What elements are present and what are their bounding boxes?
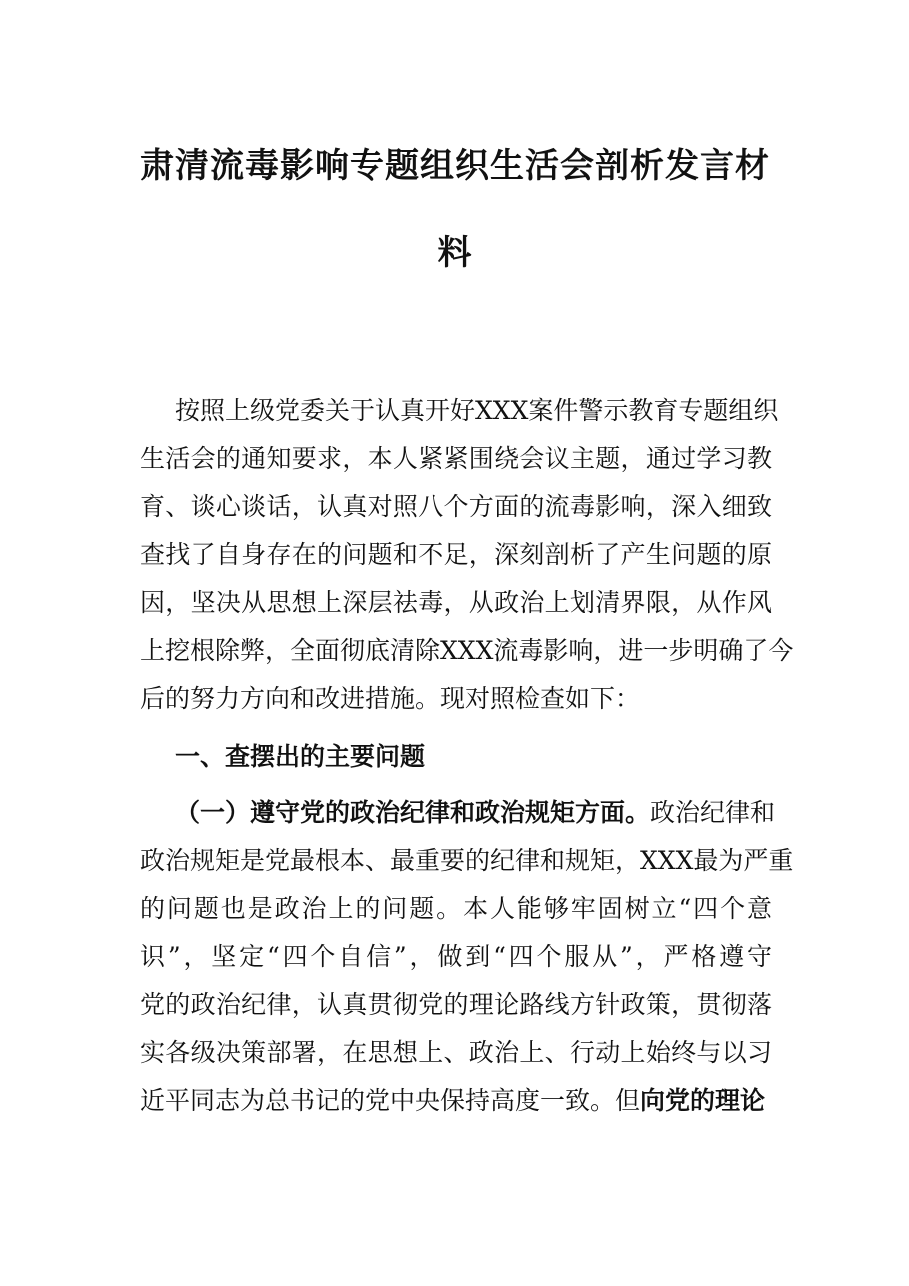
document-title-line-2: 料 xyxy=(437,233,473,273)
document-title-line-1: 肃清流毒影响专题组织生活会剖析发言材 xyxy=(140,146,770,186)
intro-line-7: 后的努力方向和改进措施。现对照检查如下： xyxy=(140,684,641,713)
intro-line-3: 育、谈心谈话，认真对照八个方面的流毒影响，深入细致 xyxy=(140,492,772,521)
body-line-1: 政治规矩是党最根本、最重要的纪律和规矩，XXX最为严重 xyxy=(140,846,794,875)
body-line-6-text: 近平同志为总书记的党中央保持高度一致。但 xyxy=(140,1086,641,1115)
intro-line-1: 按照上级党委关于认真开好XXX案件警示教育专题组织 xyxy=(175,396,779,425)
intro-line-4: 查找了自身存在的问题和不足，深刻剖析了产生问题的原 xyxy=(140,540,772,569)
body-line-5: 实各级决策部署，在思想上、政治上、行动上始终与以习 xyxy=(140,1038,772,1067)
body-line-2: 的问题也是政治上的问题。本人能够牢固树立“四个意 xyxy=(140,894,772,923)
section-heading: 一、查摆出的主要问题 xyxy=(175,742,426,771)
body-line-6 xyxy=(140,1086,772,1116)
sub-heading-tail: 政治纪律和 xyxy=(650,798,776,827)
body-line-3: 识”，坚定“四个自信”，做到“四个服从”，严格遵守 xyxy=(140,942,772,971)
sub-heading: （一）遵守党的政治纪律和政治规矩方面。 xyxy=(175,798,651,827)
intro-line-2: 生活会的通知要求，本人紧紧围绕会议主题，通过学习教 xyxy=(140,444,772,473)
sub-heading-line xyxy=(175,798,776,828)
intro-line-5: 因，坚决从思想上深层祛毒，从政治上划清界限，从作风 xyxy=(140,588,772,617)
body-line-4: 党的政治纪律，认真贯彻党的理论路线方针政策，贯彻落 xyxy=(140,990,772,1019)
body-line-6-bold: 向党的理论 xyxy=(640,1086,766,1115)
intro-line-6: 上挖根除弊，全面彻底清除XXX流毒影响，进一步明确了今 xyxy=(140,636,794,665)
